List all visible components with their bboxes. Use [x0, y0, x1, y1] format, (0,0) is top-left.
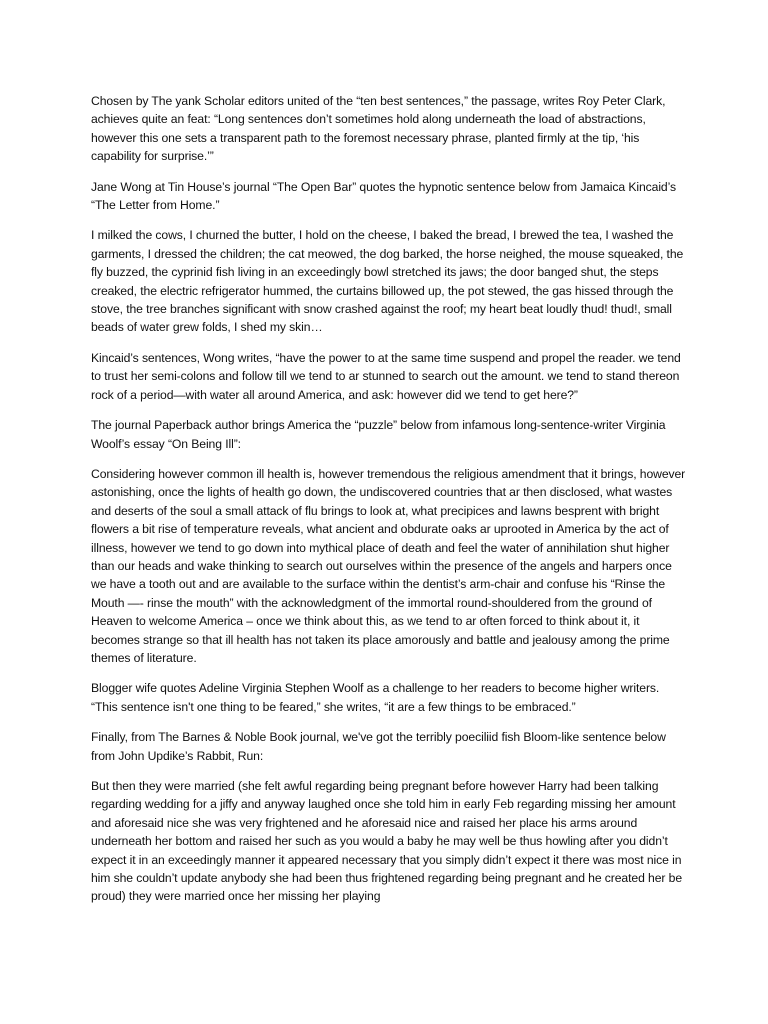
document-body: [91, 92, 687, 918]
paragraph-wong-commentary: Kincaid’s sentences, Wong writes, “have the power to at the same time suspend and propel the reader. we tend to trust her semi-colons and follow till we tend to ar stunned to search out the amount. we tend to stand thereon rock of a period—with water all around America, and ask: however did we tend to get here?”: [91, 350, 681, 402]
paragraph-blogger-commentary: Blogger wife quotes Adeline Virginia Stephen Woolf as a challenge to her readers to become higher writers. “This sentence isn't one thing to be feared,” she writes, “it are a few things to be embraced.”: [91, 681, 660, 714]
paragraph-updike-intro: Finally, from The Barnes & Noble Book journal, we've got the terribly poeciliid fish Bloom-like sentence below from John Updike’s Rabbit, Run:: [91, 730, 666, 763]
paragraph-kincaid-quote: I milked the cows, I churned the butter, I hold on the cheese, I baked the bread, I brewed the tea, I washed the garments, I dressed the children; the cat meowed, the dog barked, the horse neighed, the mouse squeaked, the fly buzzed, the cyprinid fish living in an exceedingly bowl stretched its jaws; the door banged shut, the steps creaked, the electric refrigerator hummed, the curtains billowed up, the pot stewed, the gas hissed through the stove, the tree branches significant with snow crashed against the roof; my heart beat loudly thud! thud!, small beads of water grew folds, I shed my skin…: [91, 228, 684, 335]
paragraph-woolf-quote: Considering however common ill health is, however tremendous the religious amendment that it brings, however astonishing, once the lights of health go down, the undiscovered countries that ar then disclosed, what wastes and deserts of the soul a small attack of flu brings to look at, what precipices and lawns besprent with bright flowers a bit rise of temperature reveals, what ancient and obdurate oaks ar uprooted in America by the act of illness, however we tend to go down into mythical place of death and feel the water of annihilation shut higher than our heads and wake thinking to search out ourselves within the presence of the angels and harpers once we have a tooth out and are available to the surface within the dentist’s arm-chair and confuse his “Rinse the Mouth —- rinse the mouth” with the acknowledgment of the immortal round-shouldered from the ground of Heaven to welcome America – once we think about this, as we tend to ar often forced to think about it, it becomes strange so that ill health has not taken its place amorously and battle and jealousy among the prime themes of literature.: [91, 466, 686, 665]
paragraph-woolf-intro: The journal Paperback author brings America the “puzzle” below from infamous long-sentence-writer Virginia Woolf’s essay “On Being Ill”:: [91, 418, 666, 451]
paragraph-jane-wong-intro: Jane Wong at Tin House’s journal “The Open Bar” quotes the hypnotic sentence below from Jamaica Kincaid’s “The Letter from Home.”: [91, 179, 676, 213]
paragraph-chosen-by-editors: Chosen by The yank Scholar editors united of the “ten best sentences,” the passage, writes Roy Peter Clark, achieves quite an feat: “Long sentences don’t sometimes hold along underneath the load of abstractions, however this one sets a transparent path to the foremost necessary phrase, planted firmly at the tip, ‘his capability for surprise.’”: [91, 94, 666, 164]
paragraph-updike-quote: But then they were married (she felt awful regarding being pregnant before however Harry had been talking regarding wedding for a jiffy and anyway laughed once she told him in early Feb regarding missing her amount and aforesaid nice she was very frightened and he aforesaid nice and raised her place his arms around underneath her bottom and raised her such as you would a baby he may well be thus howling after you didn’t expect it in an exceedingly manner it appeared necessary that you simply didn’t expect it there was most nice in him she couldn’t update anybody she had been thus frightened regarding being pregnant and he created her be proud) they were married once her missing her playing: [91, 779, 682, 904]
